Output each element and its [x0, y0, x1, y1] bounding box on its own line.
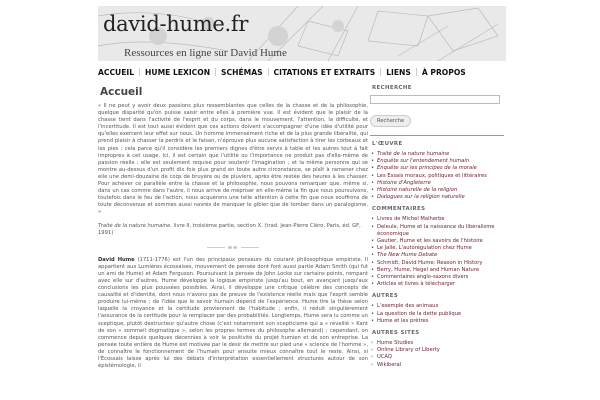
list-item[interactable]: • Commentaires anglo-saxons divers — [370, 274, 506, 281]
site-header — [98, 6, 506, 61]
nav-accueil[interactable]: ACCUEIL — [98, 67, 135, 77]
hume-quote: « Il ne peut y avoir deux passions plus ressemblantes que celles de la chasse et de la philosophie, quelque disparité qu'on puisse saisir entre elles à première vue. Il est évident que le plaisir de la chasse tient dans l'activité de l'esprit et du corps, dans le mouvement, l'attention, la difficulté, et l'incertitude. Il est tout aussi évident que ces actions doivent s'accompagner d'une idée d'utilité pour qu'elles exercent leur effet sur nous. Un homme immensément riche et de la plus grande libéralité, qui prend plaisir à chasser la perdrix et le faisan, n'éprouve plus aucune satisfaction à tirer les corbeaux et les pies ; cela parce qu'il considère les premiers dignes d'être servis à table et les autres tout à fait impropres à cet usage. Ici, il est certain que l'utilité ou l'importance ne produit pas d'elle-même de passion réelle ; elle est seulement requise pour soutenir l'imagination ; et la même personne qui se montre au-dessus d'un profit dix fois plus grand en toute autre circonstance, se plaît à ramener chez elle une demi-douzaine de coqs de bruyère ou de pluviers, après être restée des heures à les chasser. Pour achever ce parallèle entre la chasse et la philosophie, nous pouvons remarquer que, même si, dans un cas comme dans l'autre, il nous arrive de mépriser en elle-même la fin que nous poursuivons, toutefois dans le feu de l'action, nous acquérons une telle attention à cette fin que nous souffrons de toute déconvenue et sommes aussi navrés de manquer le gibier que de tomber dans un paralogisme. » — [98, 103, 368, 216]
citation-details: , livre II, troisième partie, section X. (trad. Jean-Pierre Cléro, Paris, éd. GF, 1991) — [98, 222, 361, 236]
list-item[interactable]: • Le Jallé, L'autorégulation chez Hume — [370, 245, 506, 252]
list-item[interactable]: • L'exemple des animaux — [370, 303, 506, 310]
list-item[interactable]: • Enquête sur les principes de la morale — [370, 165, 506, 172]
site-description: Ressources en ligne sur David Hume — [124, 47, 287, 59]
list-item[interactable]: • Schmidt, David Hume: Reason in History — [370, 260, 506, 267]
list-item[interactable]: • Gautier, Hume et les savoirs de l'histoire — [370, 238, 506, 245]
nav-a-propos[interactable]: À PROPOS — [421, 67, 466, 77]
list-item[interactable]: › UCAQ — [370, 354, 506, 361]
oeuvre-list — [370, 151, 506, 201]
citation-title: Traité de la nature humaine — [98, 222, 171, 229]
nav-citations[interactable]: CITATIONS ET EXTRAITS — [273, 67, 376, 77]
ornament-glyph: ∞∞ — [227, 244, 239, 251]
autres-sites-widget-title: AUTRES SITES — [372, 330, 420, 337]
sidebar-divider — [370, 135, 504, 136]
autres-sites-list — [370, 340, 506, 369]
bio-text: (1711-1776) est l'un des principaux penseurs du courant philosophique empiriste. Il appartient aux Lumières écossaises, mouvement de pensée dont font aussi partie Adam Smith (qui fut un ami de Hume) et Adam Ferguson. Poursuivant la pensée de John Locke sur certains points, rompant avec elle sur d'autres, Hume développe la logique empiriste jusqu'au bout, en avançant jusqu'aux conclusions les plus poussées possibles. Ainsi, il développe une critique célèbre des concepts de causalité et d'identité, dont nous n'avons pas de preuve de l'existence réelle mais que l'esprit semble produire lui-même ; de l'idée que le savoir humain dépend de l'expérience. Hume tire la thèse selon laquelle la croyance et la certitude proviennent de l'habitude ; enfin, il réduit singulièrement l'assurance de la certitude pour la remplacer par des probabilités. Longtemps, Hume sera lu comme un sceptique, plutôt destructeur qu'autre chose (c'est notamment son scepticisme qui a « réveillé » Kant de son « sommeil dogmatique », selon les propres termes du philosophe allemand) ; cependant, on commence depuis quelques décennies à voir la positivité du projet humien et de son entreprise. La pensée toute entière de Hume est motivée par le désir de mettre sur pied une « science de l'homme », de connaître le fonctionnement de l'humain pour ensuite mieux connaître tout le reste. Ainsi, si l'Écossais laisse après lui des débats d'interprétation essentiellement structurés autour de son épistémologie, il — [98, 256, 368, 370]
commentaires-widget-title: COMMENTAIRES — [372, 206, 426, 213]
page-title: Accueil — [100, 86, 143, 98]
site-title[interactable]: david-hume.fr — [103, 12, 249, 36]
list-item[interactable]: • Deleule, Hume et la naissance du libéralisme économique — [370, 224, 506, 238]
autres-widget-title: AUTRES — [372, 293, 399, 300]
list-item[interactable]: • Berry, Hume, Hegel and Human Nature — [370, 267, 506, 274]
commentaires-list — [370, 216, 506, 288]
section-ornament — [98, 245, 368, 251]
nav-hume-lexicon[interactable]: HUME LEXICON — [145, 67, 211, 77]
list-item[interactable]: › Online Library of Liberty — [370, 347, 506, 354]
autres-list — [370, 303, 506, 325]
oeuvre-widget-title: L'ŒUVRE — [372, 141, 403, 147]
hume-bio — [98, 257, 368, 371]
list-item[interactable]: • Histoire d'Angleterre — [370, 180, 506, 187]
quote-citation — [98, 223, 368, 237]
list-item[interactable]: • Dialogues sur la religion naturelle — [370, 194, 506, 201]
list-item[interactable]: • Articles et livres à télécharger — [370, 281, 506, 288]
nav-schemas[interactable]: SCHÉMAS — [221, 67, 263, 77]
list-item[interactable]: • Les Essais moraux, politiques et littéraires — [370, 173, 506, 180]
list-item[interactable]: • Traité de la nature humaine — [370, 151, 506, 158]
list-item[interactable]: • Enquête sur l'entendement humain — [370, 158, 506, 165]
list-item[interactable]: • Livres de Michel Malherbe — [370, 216, 506, 223]
bio-name: David Hume — [98, 256, 135, 263]
sidebar — [370, 80, 506, 371]
search-widget-title: RECHERCHE — [372, 85, 412, 91]
list-item[interactable]: • Hume et les prêtres — [370, 318, 506, 325]
main-content — [98, 86, 368, 376]
list-item[interactable]: • The New Hume Debate — [370, 252, 506, 259]
main-nav — [98, 65, 506, 79]
list-item[interactable]: • La question de la dette publique — [370, 311, 506, 318]
nav-liens[interactable]: LIENS — [386, 67, 411, 77]
list-item[interactable]: › Wikiberal — [370, 362, 506, 369]
search-input[interactable] — [370, 95, 500, 104]
list-item[interactable]: › Hume Studies — [370, 340, 506, 347]
search-button[interactable]: Recherche — [370, 115, 411, 127]
list-item[interactable]: • Histoire naturelle de la religion — [370, 187, 506, 194]
